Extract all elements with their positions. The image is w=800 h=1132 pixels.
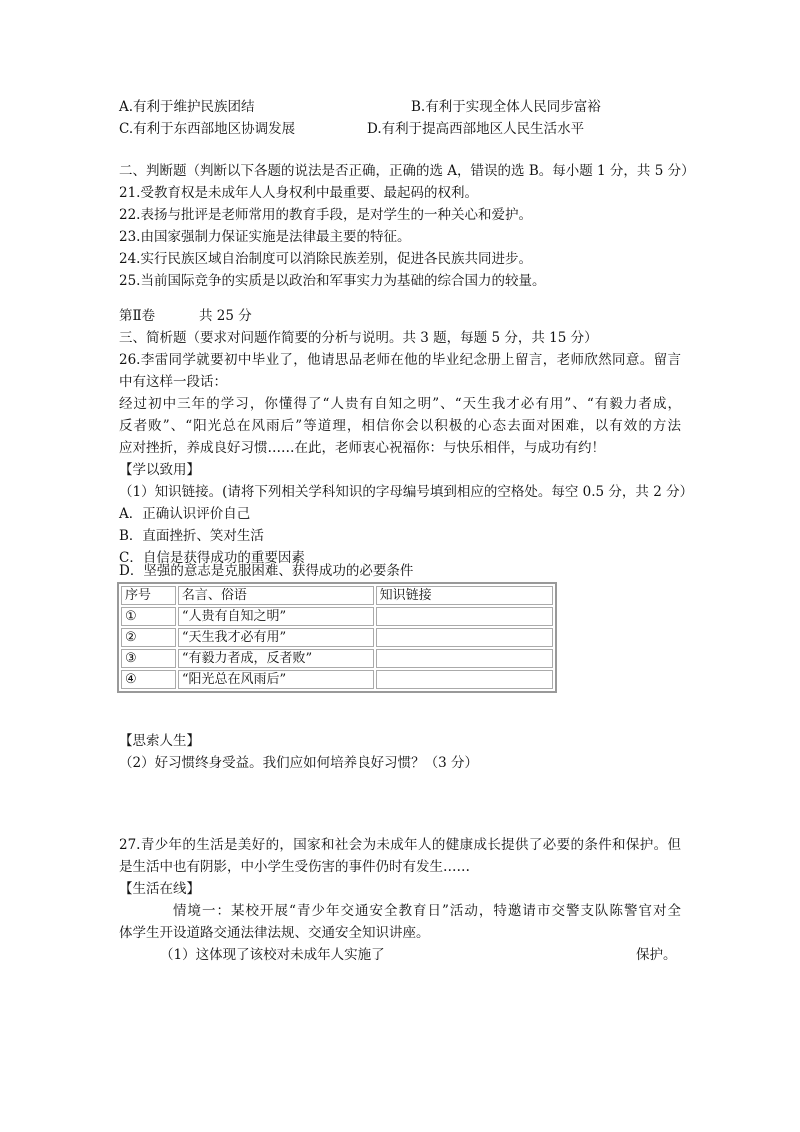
- header-number: 序号: [121, 586, 176, 605]
- section2-heading: 二、判断题（判断以下各题的说法是否正确，正确的选 A，错误的选 B。每小题 1 分，共 5 分）: [119, 163, 695, 179]
- volume2-title: 第Ⅱ卷: [119, 308, 156, 324]
- header-saying: 名言、俗语: [178, 586, 374, 605]
- q26-intro-line1: 26.李雷同学就要初中毕业了，他请思品老师在他的毕业纪念册上留言，老师欣然同意。留言: [119, 352, 681, 368]
- choice-c: C．自信是获得成功的重要因素: [119, 550, 305, 566]
- knowledge-link-table: [117, 582, 557, 693]
- table-row: [121, 670, 553, 689]
- q27-scenario-line2: 体学生开设道路交通法律法规、交通安全知识讲座。: [119, 925, 430, 941]
- q26-part2: （2）好习惯终身受益。我们应如何培养良好习惯？（3 分）: [119, 755, 478, 771]
- q26-part1: （1）知识链接。(请将下列相关学科知识的字母编号填到相应的空格处。每空 0.5 分，共 2 分）: [119, 484, 694, 500]
- q20-option-a: A.有利于维护民族团结: [119, 99, 255, 115]
- q20-option-b: B.有利于实现全体人民同步富裕: [411, 99, 601, 115]
- tf-item-21: 21.受教育权是未成年人人身权利中最重要、最起码的权利。: [119, 185, 478, 201]
- row-number: ②: [121, 628, 176, 647]
- volume2-score: 共 25 分: [199, 308, 252, 324]
- choice-b: B．直面挫折、笑对生活: [119, 528, 264, 544]
- knowledge-link-answer-cell[interactable]: [376, 649, 553, 668]
- choice-a: A．正确认识评价自己: [119, 506, 251, 522]
- row-number: ③: [121, 649, 176, 668]
- q27-intro-line2: 是生活中也有阴影，中小学生受伤害的事件仍时有发生……: [119, 859, 470, 875]
- choice-d: D．坚强的意志是克服困难、获得成功的必要条件: [119, 563, 414, 579]
- header-knowledge-link: 知识链接: [376, 586, 553, 605]
- section3-heading: 三、简析题（要求对问题作简要的分析与说明。共 3 题，每题 5 分，共 15 分）: [119, 330, 598, 346]
- row-number: ④: [121, 670, 176, 689]
- tf-item-25: 25.当前国际竞争的实质是以政治和军事实力为基础的综合国力的较量。: [119, 273, 546, 289]
- row-saying: “阳光总在风雨后”: [178, 670, 374, 689]
- knowledge-link-answer-cell[interactable]: [376, 607, 553, 626]
- table-header-row: [121, 586, 553, 605]
- tf-item-22: 22.表扬与批评是老师常用的教育手段，是对学生的一种关心和爱护。: [119, 207, 532, 223]
- q26-message-line1: 经过初中三年的学习，你懂得了“人贵有自知之明”、“天生我才必有用”、“有毅力者成，: [119, 396, 681, 412]
- q26-intro-line2: 中有这样一段话：: [119, 374, 227, 390]
- row-saying: “人贵有自知之明”: [178, 607, 374, 626]
- tf-item-23: 23.由国家强制力保证实施是法律最主要的特征。: [119, 229, 411, 245]
- section-apply-heading: 【学以致用】: [119, 462, 200, 478]
- section-think-heading: 【思索人生】: [119, 733, 200, 749]
- table-row: [121, 649, 553, 668]
- row-number: ①: [121, 607, 176, 626]
- q20-option-d: D.有利于提高西部地区人民生活水平: [367, 121, 585, 137]
- tf-item-24: 24.实行民族区域自治制度可以消除民族差别，促进各民族共同进步。: [119, 251, 532, 267]
- knowledge-link-answer-cell[interactable]: [376, 628, 553, 647]
- row-saying: “有毅力者成，反者败”: [178, 649, 374, 668]
- section-life-heading: 【生活在线】: [119, 881, 200, 897]
- q27-part1-suffix: 保护。: [636, 947, 677, 963]
- q20-option-c: C.有利于东西部地区协调发展: [119, 121, 296, 137]
- q27-intro-line1: 27.青少年的生活是美好的，国家和社会为未成年人的健康成长提供了必要的条件和保护。但: [119, 837, 681, 853]
- q26-message-line3: 应对挫折，养成良好习惯……在此，老师衷心祝福你：与快乐相伴，与成功有约！: [119, 440, 605, 456]
- q27-scenario-line1: 情境一：某校开展“青少年交通安全教育日”活动，特邀请市交警支队陈警官对全: [173, 903, 681, 919]
- q27-part1-prefix: （1）这体现了该校对未成年人实施了: [160, 947, 385, 963]
- knowledge-link-answer-cell[interactable]: [376, 670, 553, 689]
- table-row: [121, 607, 553, 626]
- q26-message-line2: 反者败”、“阳光总在风雨后”等道理，相信你会以积极的心态去面对困难，以有效的方法: [119, 418, 681, 434]
- row-saying: “天生我才必有用”: [178, 628, 374, 647]
- table-row: [121, 628, 553, 647]
